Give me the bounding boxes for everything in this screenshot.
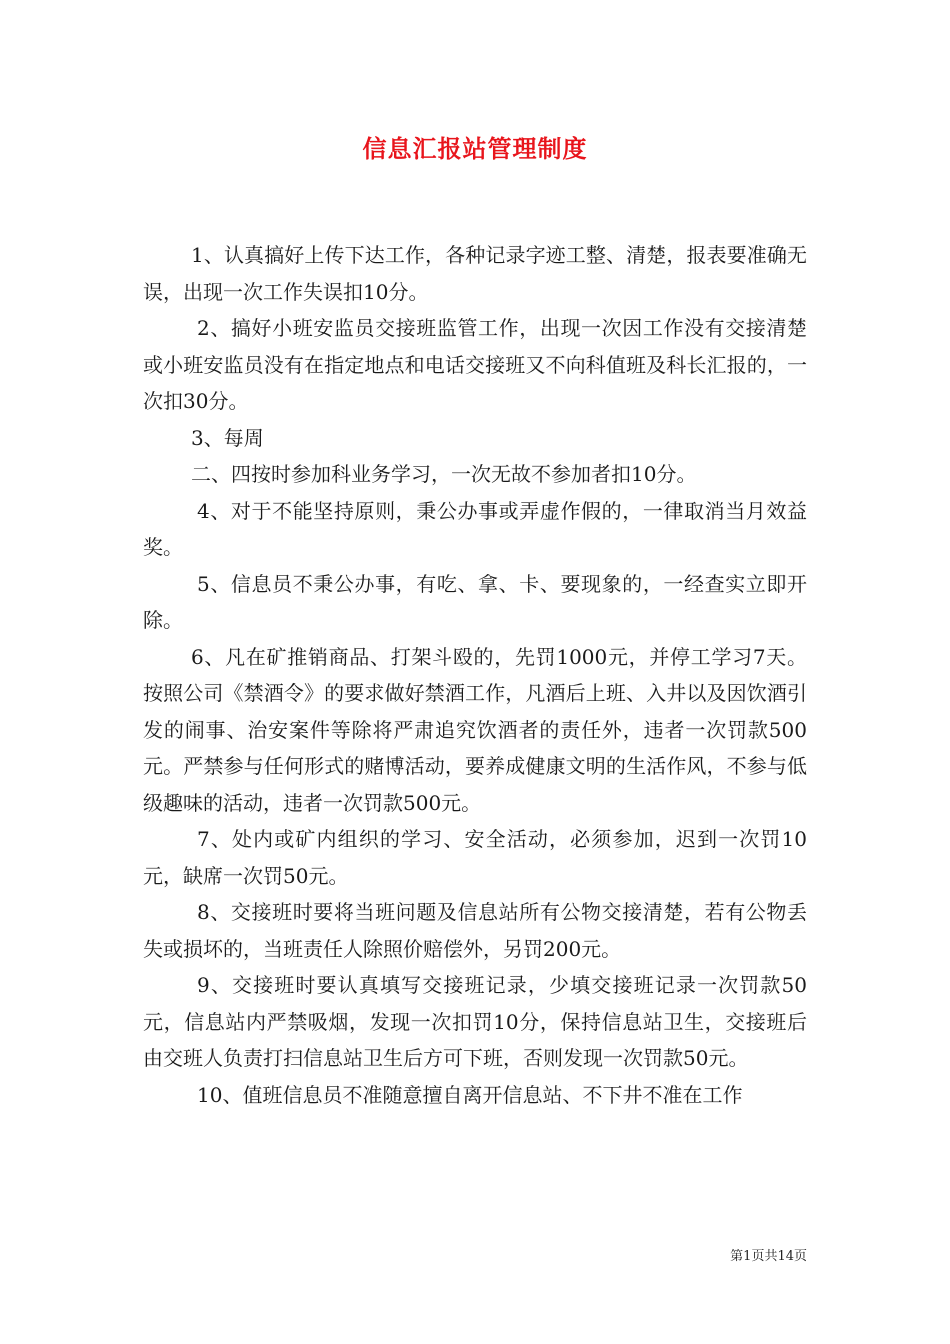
paragraph-2: 2、搞好小班安监员交接班监管工作，出现一次因工作没有交接清楚或小班安监员没有在指定地点和电话交接班又不向科值班及科长汇报的，一次扣30分。 xyxy=(143,316,807,413)
paragraph-1: 1、认真搞好上传下达工作，各种记录字迹工整、清楚，报表要准确无误，出现一次工作失误扣10分。 xyxy=(143,243,807,304)
paragraph-11: 10、值班信息员不准随意擅自离开信息站、不下井不准在工作 xyxy=(197,1082,743,1107)
paragraph-8: 7、处内或矿内组织的学习、安全活动，必须参加，迟到一次罚10元，缺席一次罚50元。 xyxy=(143,827,807,888)
paragraph-6: 5、信息员不秉公办事，有吃、拿、卡、要现象的，一经查实立即开除。 xyxy=(143,571,807,632)
paragraph-10: 9、交接班时要认真填写交接班记录，少填交接班记录一次罚款50元，信息站内严禁吸烟，发现一次扣罚10分，保持信息站卫生，交接班后由交班人负责打扫信息站卫生后方可下班，否则发现一次罚款50元。 xyxy=(143,973,807,1070)
paragraph-4: 二、四按时参加科业务学习，一次无故不参加者扣10分。 xyxy=(191,462,697,486)
page-number: 第1页共14页 xyxy=(730,1249,807,1264)
document-title: 信息汇报站管理制度 xyxy=(362,134,588,163)
paragraph-9: 8、交接班时要将当班问题及信息站所有公物交接清楚，若有公物丢失或损坏的，当班责任人除照价赔偿外，另罚200元。 xyxy=(143,900,807,961)
document-body xyxy=(143,237,807,1113)
paragraph-5: 4、对于不能坚持原则，秉公办事或弄虚作假的，一律取消当月效益奖。 xyxy=(143,498,807,559)
paragraph-7: 6、凡在矿推销商品、打架斗殴的，先罚1000元，并停工学习7天。按照公司《禁酒令》的要求做好禁酒工作，凡酒后上班、入井以及因饮酒引发的闹事、治安案件等除将严肃追究饮酒者的责任外，违者一次罚款500元。严禁参与任何形式的赌博活动，要养成健康文明的生活作风，不参与低级趣味的活动，违者一次罚款500元。 xyxy=(143,644,807,815)
paragraph-3: 3、每周 xyxy=(191,425,264,450)
